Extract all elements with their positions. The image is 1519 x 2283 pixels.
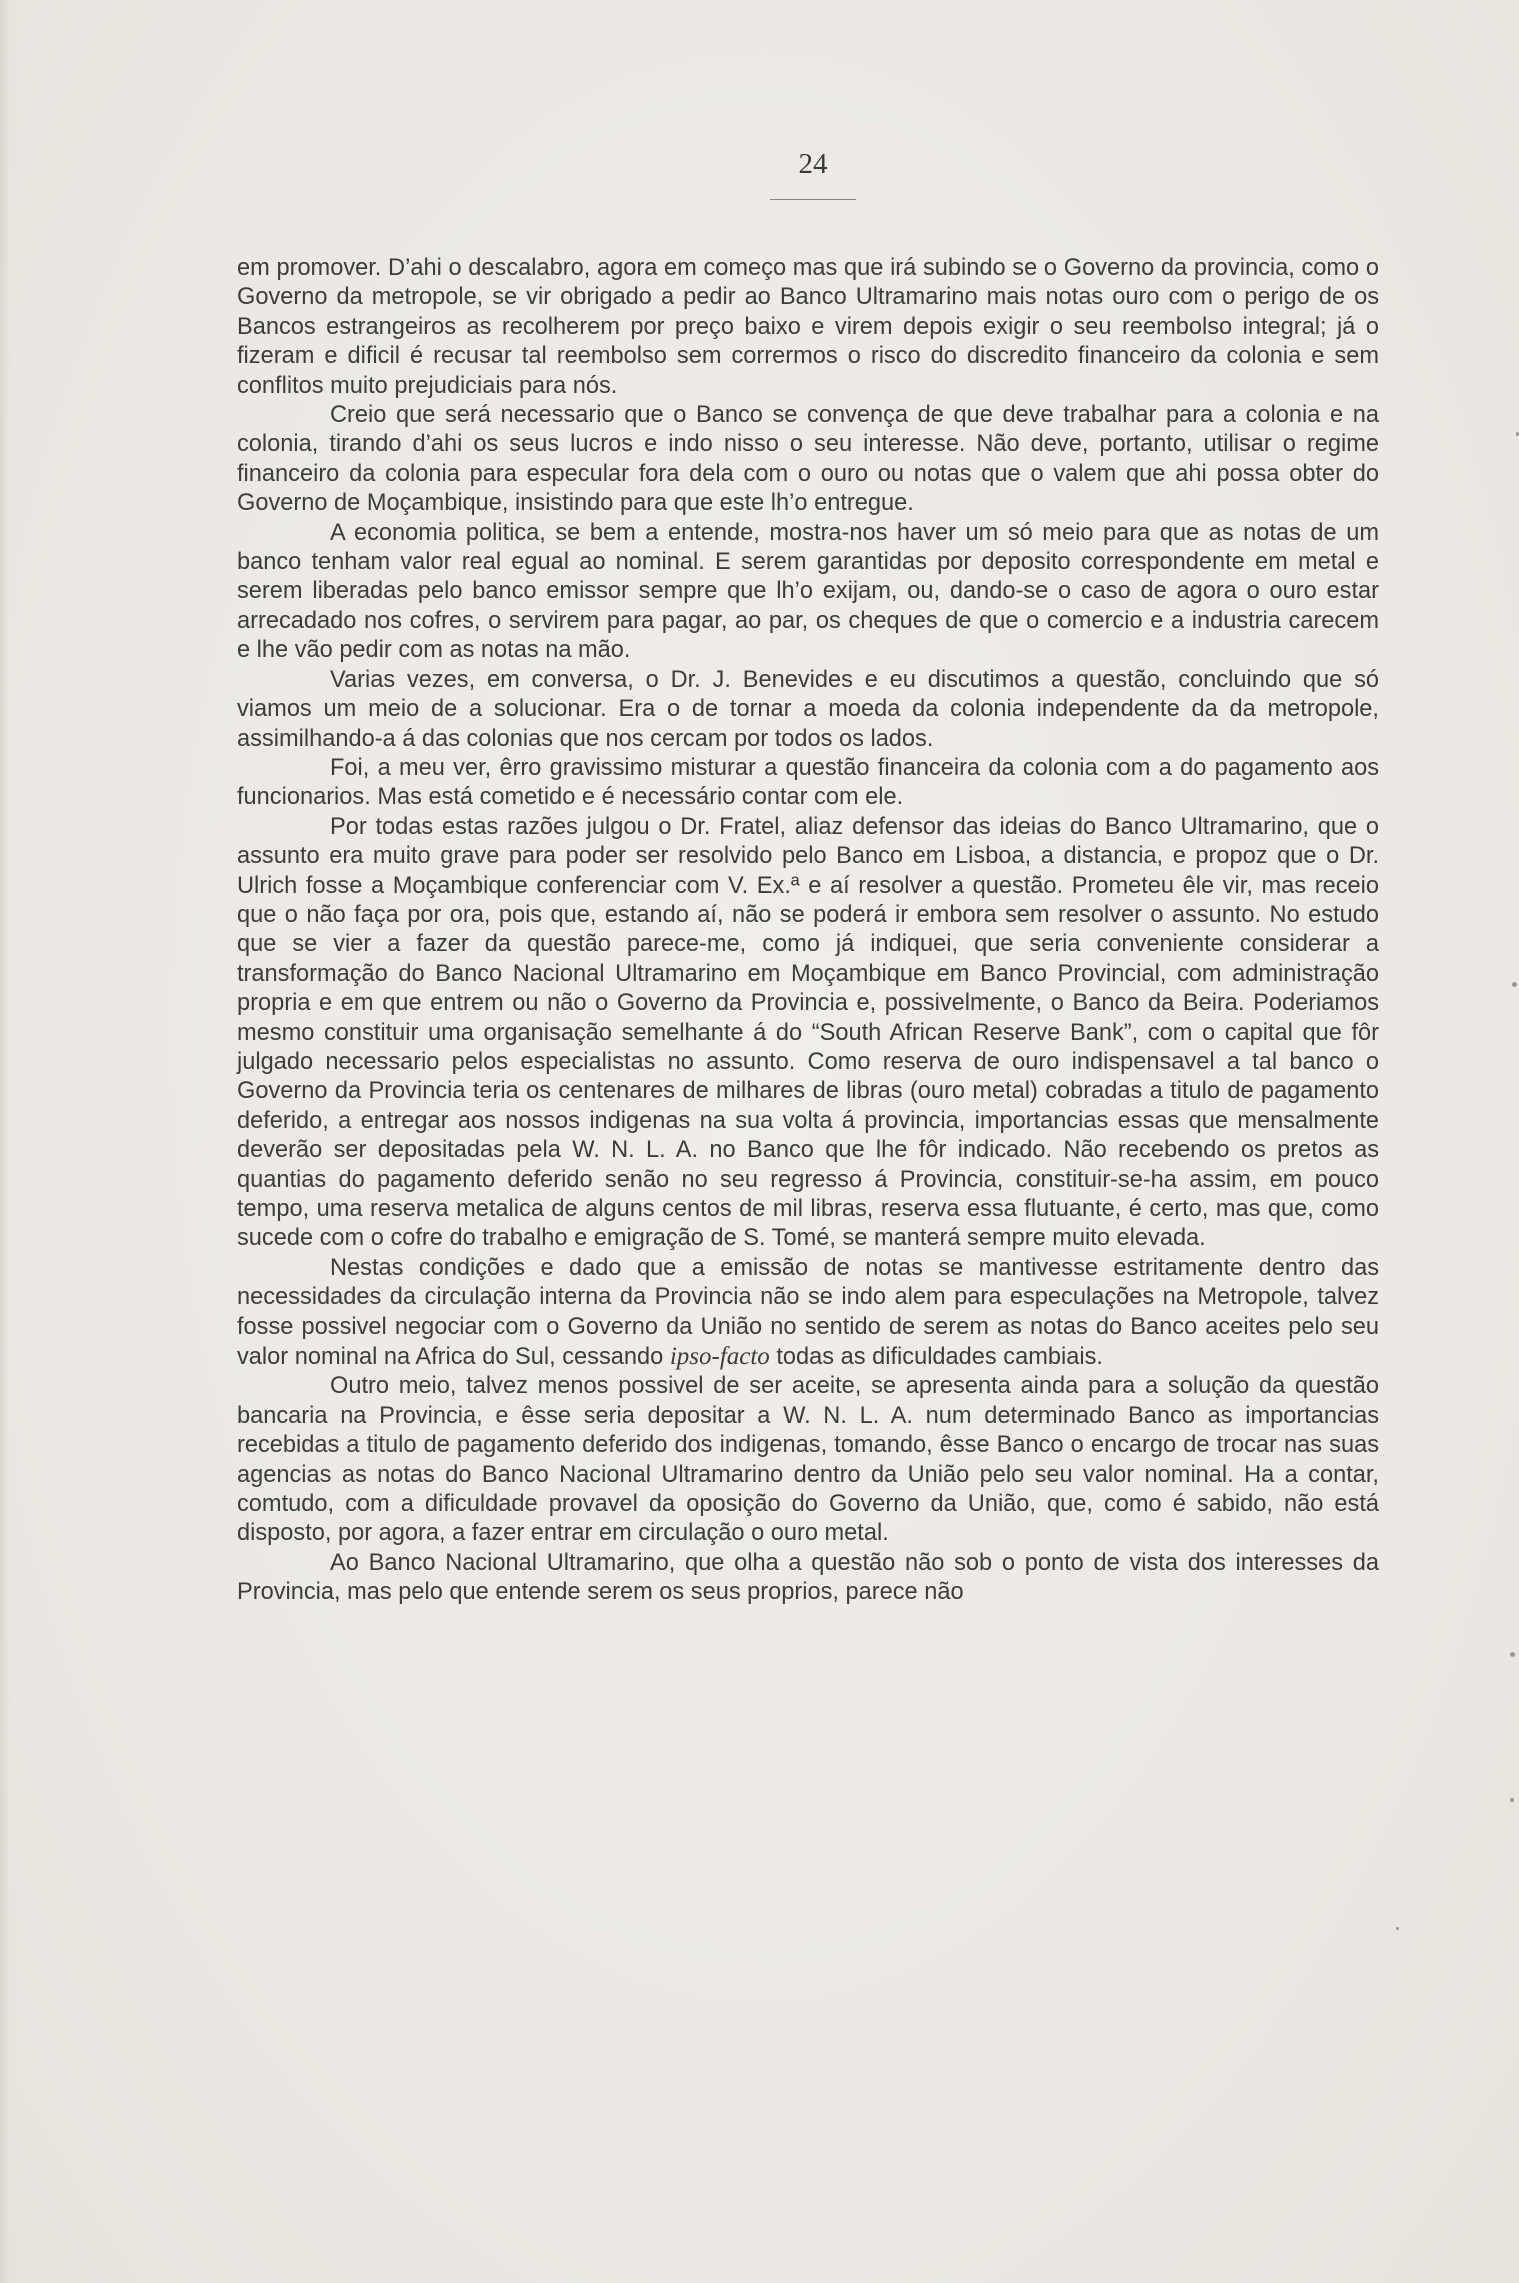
paragraph-fratel-ulrich: Por todas estas razões julgou o Dr. Fratel, aliaz defensor das ideias do Banco Ultramarino, que o assunto era muito grave para poder ser resolvido pelo Banco em Lisboa, a distancia, e propoz que o Dr. Ulrich fosse a Moçambique conferenciar com V. Ex.ª e aí resolver a questão. Prometeu êle vir, mas receio que o não faça por ora, pois que, estando aí, não se poderá ir embora sem resolver o assunto. No estudo que se vier a fazer da questão parece-me, como já indiquei, que seria conveniente considerar a transformação do Banco Nacional Ultramarino em Moçambique em Banco Provincial, com administração propria e em que entrem ou não o Governo da Provincia e, possivelmente, o Banco da Beira. Poderiamos mesmo constituir uma organisação semelhante á do “South African Reserve Bank”, com o capital que fôr julgado necessario pelos especialistas no assunto. Como reserva de ouro indispensavel a tal banco o Governo da Provincia teria os centenares de milhares de libras (ouro metal) cobradas a titulo de pagamento deferido, a entregar aos nossos indigenas na sua volta á provincia, importancias essas que mensalmente deverão ser depositadas pela W. N. L. A. no Banco que lhe fôr indicado. Não recebendo os pretos as quantias do pagamento deferido senão no seu regresso á Provincia, constituir-se-ha assim, em pouco tempo, uma reserva metalica de alguns centos de mil libras, reserva essa flutuante, é certo, mas que, como sucede com o cofre do trabalho e emigração de S. Tomé, se manterá sempre muito elevada.	[237, 813, 1379, 1252]
body-text	[237, 254, 1379, 1608]
paragraph-conversations-benevides: Varias vezes, em conversa, o Dr. J. Benevides e eu discutimos a questão, concluindo que só viamos um meio de a solucionar. Era o de tornar a moeda da colonia independente da da metropole, assimilhando-a á das colonias que nos cercam por todos os lados.	[237, 666, 1379, 752]
page-edge-shadow	[0, 0, 10, 2283]
paragraph-bank-should-serve-colony: Creio que será necessario que o Banco se convença de que deve trabalhar para a colonia e na colonia, tirando d’ahi os seus lucros e indo nisso o seu interesse. Não deve, portanto, utilisar o regime financeiro da colonia para especular fora dela com o ouro ou notas que o valem que ahi possa obter do Governo de Moçambique, insistindo para que este lh’o entregue.	[237, 402, 1379, 517]
paragraph-union-text-before: Nestas condições e dado que a emissão de notas se mantivesse estritamente dentro das necessidades da circulação interna da Provincia não se indo alem para especulações na Metropole, talvez fosse possivel negociar com o Governo da União no sentido de serem as notas do Banco aceites pelo seu valor nominal na Africa do Sul, cessando	[237, 1254, 1379, 1371]
ipso-facto-italic: ipso-facto	[669, 1343, 770, 1371]
paper-speck	[1396, 1927, 1399, 1930]
paragraph-bnu-view: Ao Banco Nacional Ultramarino, que olha a questão não sob o ponto de vista dos interesses da Provincia, mas pelo que entende serem os seus proprios, parece não	[237, 1549, 1379, 1606]
paper-speck	[1510, 1798, 1514, 1802]
paper-speck	[1510, 1652, 1515, 1657]
paragraph-grave-error: Foi, a meu ver, êrro gravissimo misturar a questão financeira da colonia com a do pagamento aos funcionarios. Mas está cometido e é necessário contar com ele.	[237, 754, 1379, 811]
paragraph-political-economy: A economia politica, se bem a entende, mostra-nos haver um só meio para que as notas de um banco tenham valor real egual ao nominal. E serem garantidas por deposito correspondente em metal e serem liberadas pelo banco emissor sempre que lh’o exijam, ou, dando-se o caso de agora o ouro estar arrecadado nos cofres, o servirem para pagar, ao par, os cheques de que o comercio e a industria carecem e lhe vão pedir com as notas na mão.	[237, 519, 1379, 664]
page-number-rule	[770, 199, 856, 200]
paragraph-union-text-after: todas as dificuldades cambiais.	[769, 1344, 1103, 1371]
paper-speck	[1512, 982, 1517, 987]
paragraph-continuation: em promover. D’ahi o descalabro, agora em começo mas que irá subindo se o Governo da provincia, como o Governo da metropole, se vir obrigado a pedir ao Banco Ultramarino mais notas ouro com o perigo de os Bancos estrangeiros as recolherem por preço baixo e virem depois exigir o seu reembolso integral; já o fizeram e dificil é recusar tal reembolso sem corrermos o risco do discredito financeiro da colonia e sem conflitos muito prejudiciais para nós.	[237, 255, 1379, 399]
page-number: 24	[798, 148, 828, 180]
paragraph-union-negotiation	[237, 1254, 1379, 1373]
paragraph-other-means: Outro meio, talvez menos possivel de ser aceite, se apresenta ainda para a solução da questão bancaria na Provincia, e êsse seria depositar a W. N. L. A. num determinado Banco as importancias recebidas a titulo de pagamento deferido dos indigenas, tomando, êsse Banco o encargo de trocar nas suas agencias as notas do Banco Nacional Ultramarino dentro da União pelo seu valor nominal. Ha a contar, comtudo, com a dificuldade provavel da oposição do Governo da União, que, como é sabido, não está disposto, por agora, a fazer entrar em circulação o ouro metal.	[237, 1373, 1379, 1547]
